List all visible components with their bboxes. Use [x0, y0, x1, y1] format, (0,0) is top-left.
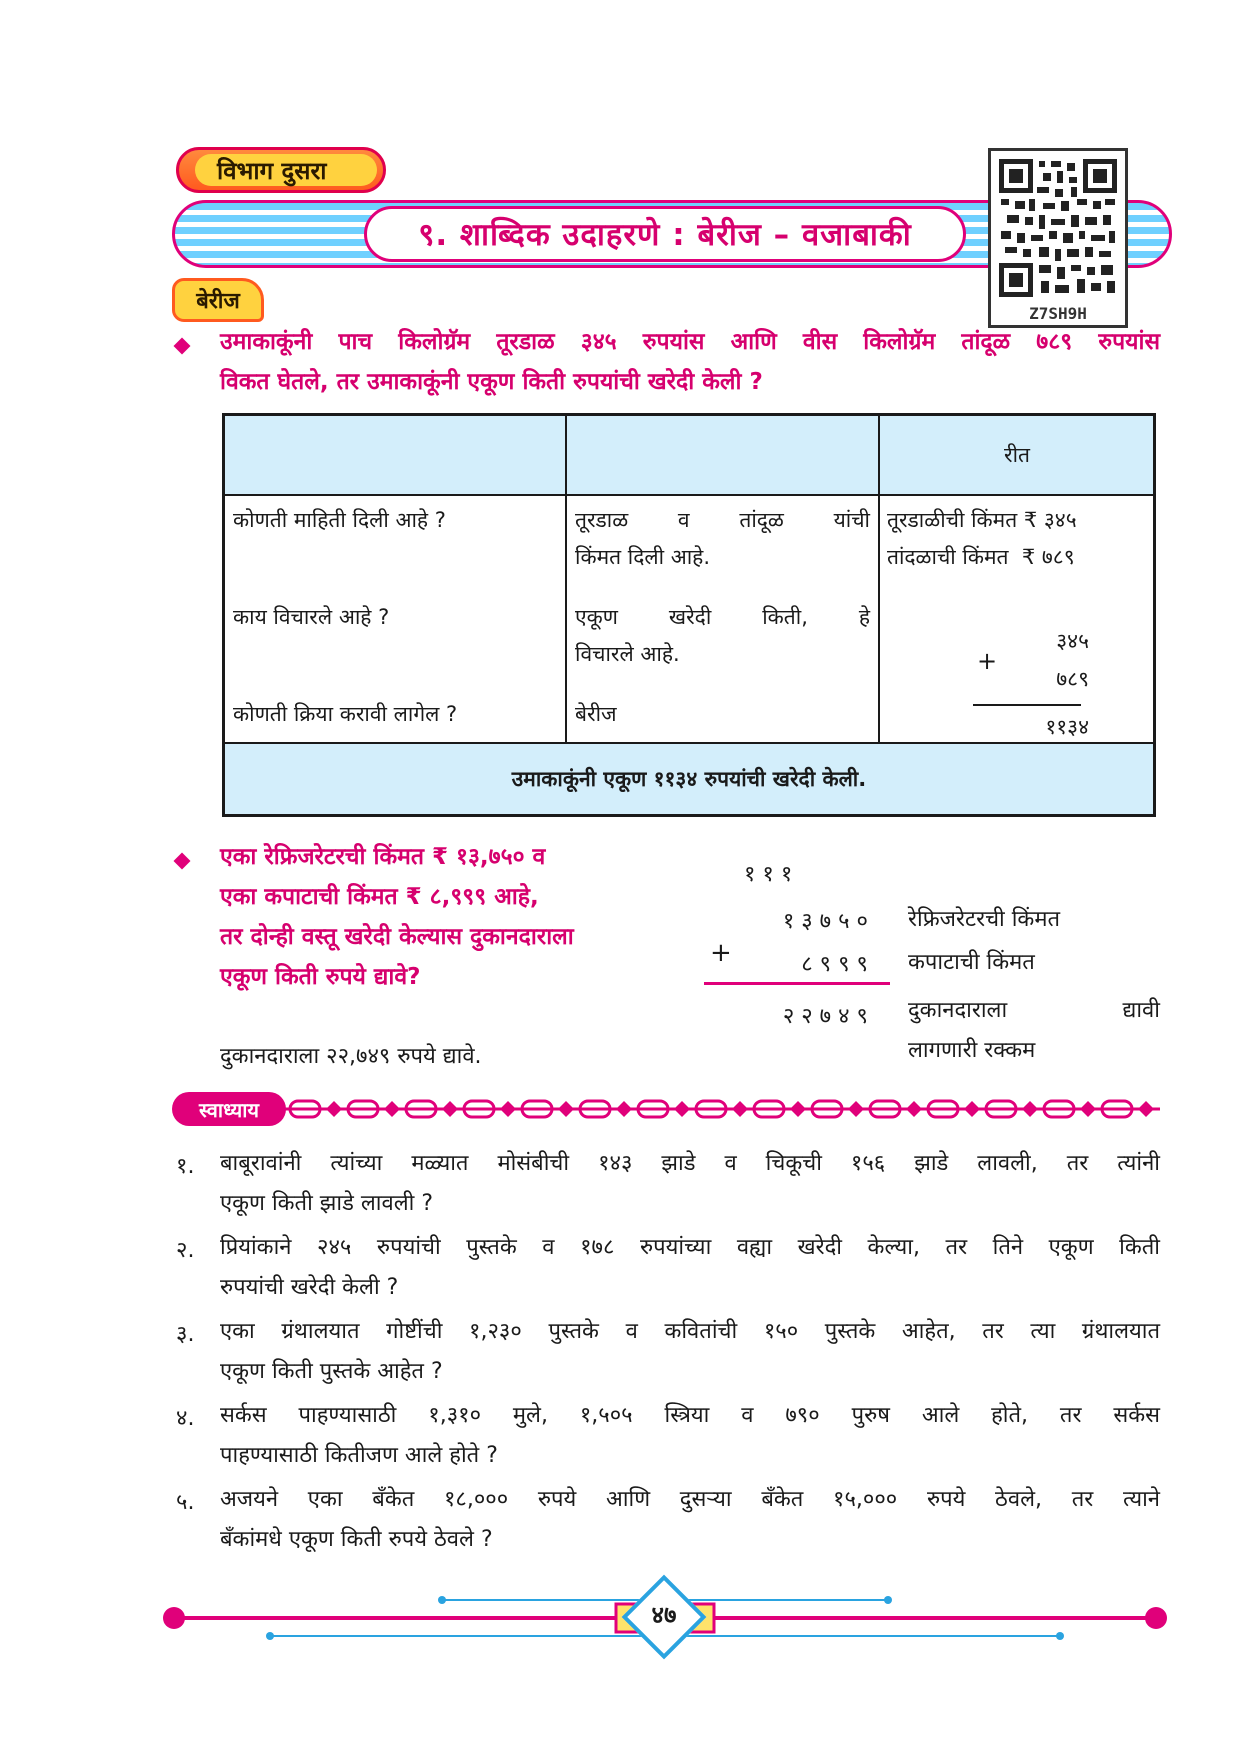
label-refrigerator-price: रेफ्रिजरेटरची किंमत — [908, 907, 1061, 932]
sum-rule — [704, 982, 890, 985]
answer-given-line1: तूरडाळ व तांदूळ यांची — [575, 508, 870, 532]
addend-cupboard: ८ ९ ९ ९ — [801, 952, 868, 977]
calc-addend-a: ३४५ — [1056, 629, 1089, 653]
bullet-diamond-icon — [174, 338, 191, 355]
table-answer: उमाकाकूंनी एकूण ११३४ रुपयांची खरेदी केली. — [225, 742, 1153, 814]
calc-plus-sign: + — [977, 647, 998, 675]
example1-question-line2: विकत घेतले, तर उमाकाकूंनी एकूण किती रुपयांची खरेदी केली ? — [220, 369, 763, 395]
question-given: कोणती माहिती दिली आहे ? — [233, 508, 446, 532]
exercise-item-5-line2: बँकांमधे एकूण किती रुपये ठेवले ? — [220, 1527, 493, 1552]
answer-given-line2: किंमत दिली आहे. — [575, 545, 711, 569]
method-line1: तूरडाळीची किंमत ₹ ३४५ — [887, 508, 1077, 532]
exercise-item-3-line1: एका ग्रंथालयात गोष्टींची १,२३० पुस्तके व कवितांची १५० पुस्तके आहेत, तर त्या ग्रंथालयात — [220, 1319, 1160, 1344]
exercise-item-1-line1: बाबूरावांनी त्यांच्या मळ्यात मोसंबीची १४३ झाडे व चिकूची १५६ झाडे लावली, तर त्यांनी — [220, 1151, 1160, 1176]
carry-digits: १ १ १ — [744, 862, 793, 887]
calc-sum-rule — [973, 704, 1081, 706]
exercise-number: ३. — [176, 1322, 195, 1347]
label-cupboard-price: कपाटाची किंमत — [908, 950, 1035, 975]
calc-sum: ११३४ — [1045, 715, 1089, 739]
section-tag — [176, 147, 386, 193]
example2-question-line2: एका कपाटाची किंमत ₹ ८,९९९ आहे, — [220, 884, 539, 910]
exercise-item-2-line1: प्रियांकाने २४५ रुपयांची पुस्तके व १७८ रुपयांच्या वह्या खरेदी केल्या, तर तिने एकूण किती — [220, 1235, 1160, 1260]
exercise-number: २. — [176, 1238, 195, 1263]
table-header-method: रीत — [1004, 443, 1030, 467]
plus-sign: + — [710, 938, 732, 968]
bullet-diamond-icon — [174, 853, 191, 870]
exercise-item-3-line2: एकूण किती पुस्तके आहेत ? — [220, 1359, 443, 1384]
solution-table — [222, 413, 1156, 817]
example1-question-line1: उमाकाकूंनी पाच किलोग्रॅम तूरडाळ ३४५ रुपयांस आणि वीस किलोग्रॅम तांदूळ ७८९ रुपयांस — [220, 329, 1160, 355]
method-line2: तांदळाची किंमत ₹ ७८९ — [887, 545, 1075, 569]
answer-asked-line2: विचारले आहे. — [575, 642, 680, 666]
example2-question-line1: एका रेफ्रिजरेटरची किंमत ₹ १३,७५० व — [220, 844, 546, 870]
exercise-item-4-line1: सर्कस पाहण्यासाठी १,३१० मुले, १,५०५ स्त्रिया व ७९० पुरुष आले होते, तर सर्कस — [220, 1403, 1160, 1428]
answer-operation: बेरीज — [575, 702, 617, 726]
sum-total: २ २ ७ ४ ९ — [782, 1004, 868, 1029]
example2-question-line3: तर दोन्ही वस्तू खरेदी केल्यास दुकानदाराला — [220, 924, 574, 950]
decorative-chain-border — [284, 1096, 1164, 1122]
exercise-item-4-line2: पाहण्यासाठी कितीजण आले होते ? — [220, 1443, 498, 1468]
example2-question-line4: एकूण किती रुपये द्यावे? — [220, 964, 421, 990]
question-asked: काय विचारले आहे ? — [233, 605, 390, 629]
exercise-label: स्वाध्याय — [172, 1092, 286, 1126]
table-divider — [565, 416, 567, 745]
qr-code-box[interactable] — [988, 148, 1128, 328]
answer-asked-line1: एकूण खरेदी किती, हे — [575, 605, 870, 629]
example2-answer: दुकानदाराला २२,७४९ रुपये द्यावे. — [220, 1044, 482, 1069]
exercise-item-2-line2: रुपयांची खरेदी केली ? — [220, 1275, 399, 1300]
exercise-number: ५. — [176, 1490, 195, 1515]
exercise-item-1-line2: एकूण किती झाडे लावली ? — [220, 1191, 434, 1216]
exercise-number: ४. — [176, 1406, 195, 1431]
addend-refrigerator: १ ३ ७ ५ ० — [782, 909, 868, 934]
question-operation: कोणती क्रिया करावी लागेल ? — [233, 702, 458, 726]
chapter-title: ९. शाब्दिक उदाहरणे : बेरीज – वजाबाकी — [364, 206, 966, 262]
page-number: ४७ — [651, 1601, 677, 1629]
exercise-item-5-line1: अजयने एका बँकेत १८,००० रुपये आणि दुसऱ्या बँकेत १५,००० रुपये ठेवले, तर त्याने — [220, 1487, 1160, 1512]
section-label: विभाग दुसरा — [195, 154, 377, 186]
topic-label: बेरीज — [172, 278, 264, 322]
exercise-number: १. — [176, 1154, 195, 1179]
qr-code-icon — [999, 159, 1117, 299]
label-total-line2: लागणारी रक्कम — [908, 1038, 1036, 1063]
calc-addend-b: ७८९ — [1056, 667, 1089, 691]
qr-code-label: Z7SH9H — [1029, 304, 1087, 323]
label-total-line1: दुकानदाराला द्यावी — [908, 998, 1160, 1023]
